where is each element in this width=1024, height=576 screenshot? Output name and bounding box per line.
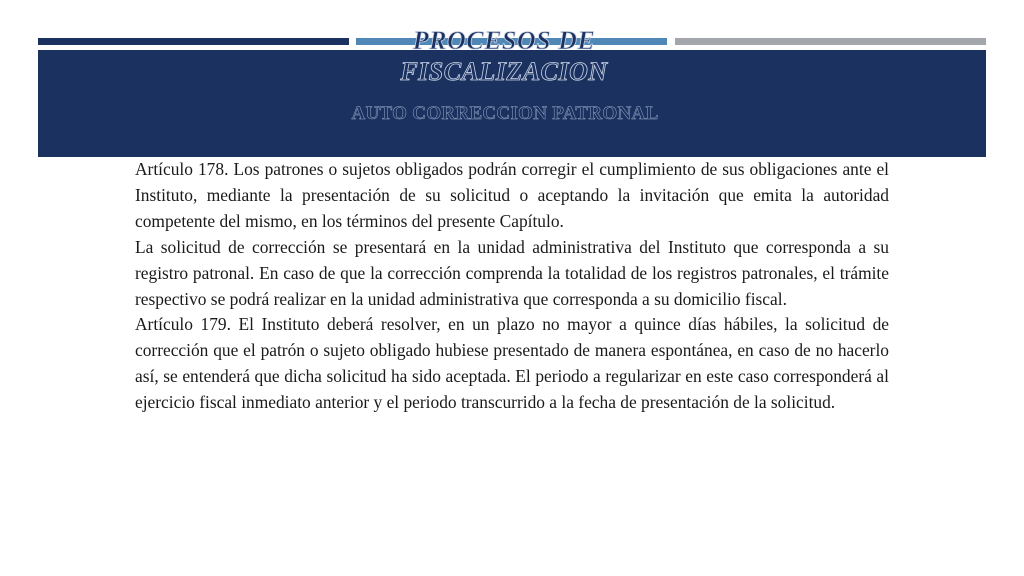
slide-body [135,157,889,416]
paragraph-solicitud: La solicitud de corrección se presentará en la unidad administrativa del Instituto que corresponda a su registro patronal. En caso de que la corrección comprenda la totalidad de los registros patronales, el trámite respectivo se podrá realizar en la unidad administrativa que corresponda a su domicilio fiscal. [135,236,889,309]
slide-title-line-1: PROCESOS DE [412,26,596,55]
slide-subtitle: AUTO CORRECCION PATRONAL [351,103,659,124]
paragraph-article-178: Artículo 178. Los patrones o sujetos obligados podrán corregir el cumplimiento de sus obligaciones ante el Instituto, mediante la presentación de su solicitud o aceptando la invitación que emita la autoridad competente del mismo, en los términos del presente Capítulo. [135,159,889,231]
paragraph-article-179: Artículo 179. El Instituto deberá resolver, en un plazo no mayor a quince días hábiles, la solicitud de corrección que el patrón o sujeto obligado hubiese presentado de manera espontánea, en caso de no hacerlo así, se entenderá que dicha solicitud ha sido aceptada. El periodo a regularizar en este caso corresponderá al ejercicio fiscal inmediato anterior y el periodo transcurrido a la fecha de presentación de la solicitud. [135,314,889,413]
slide-title-line-2: FISCALIZACION [400,57,608,86]
